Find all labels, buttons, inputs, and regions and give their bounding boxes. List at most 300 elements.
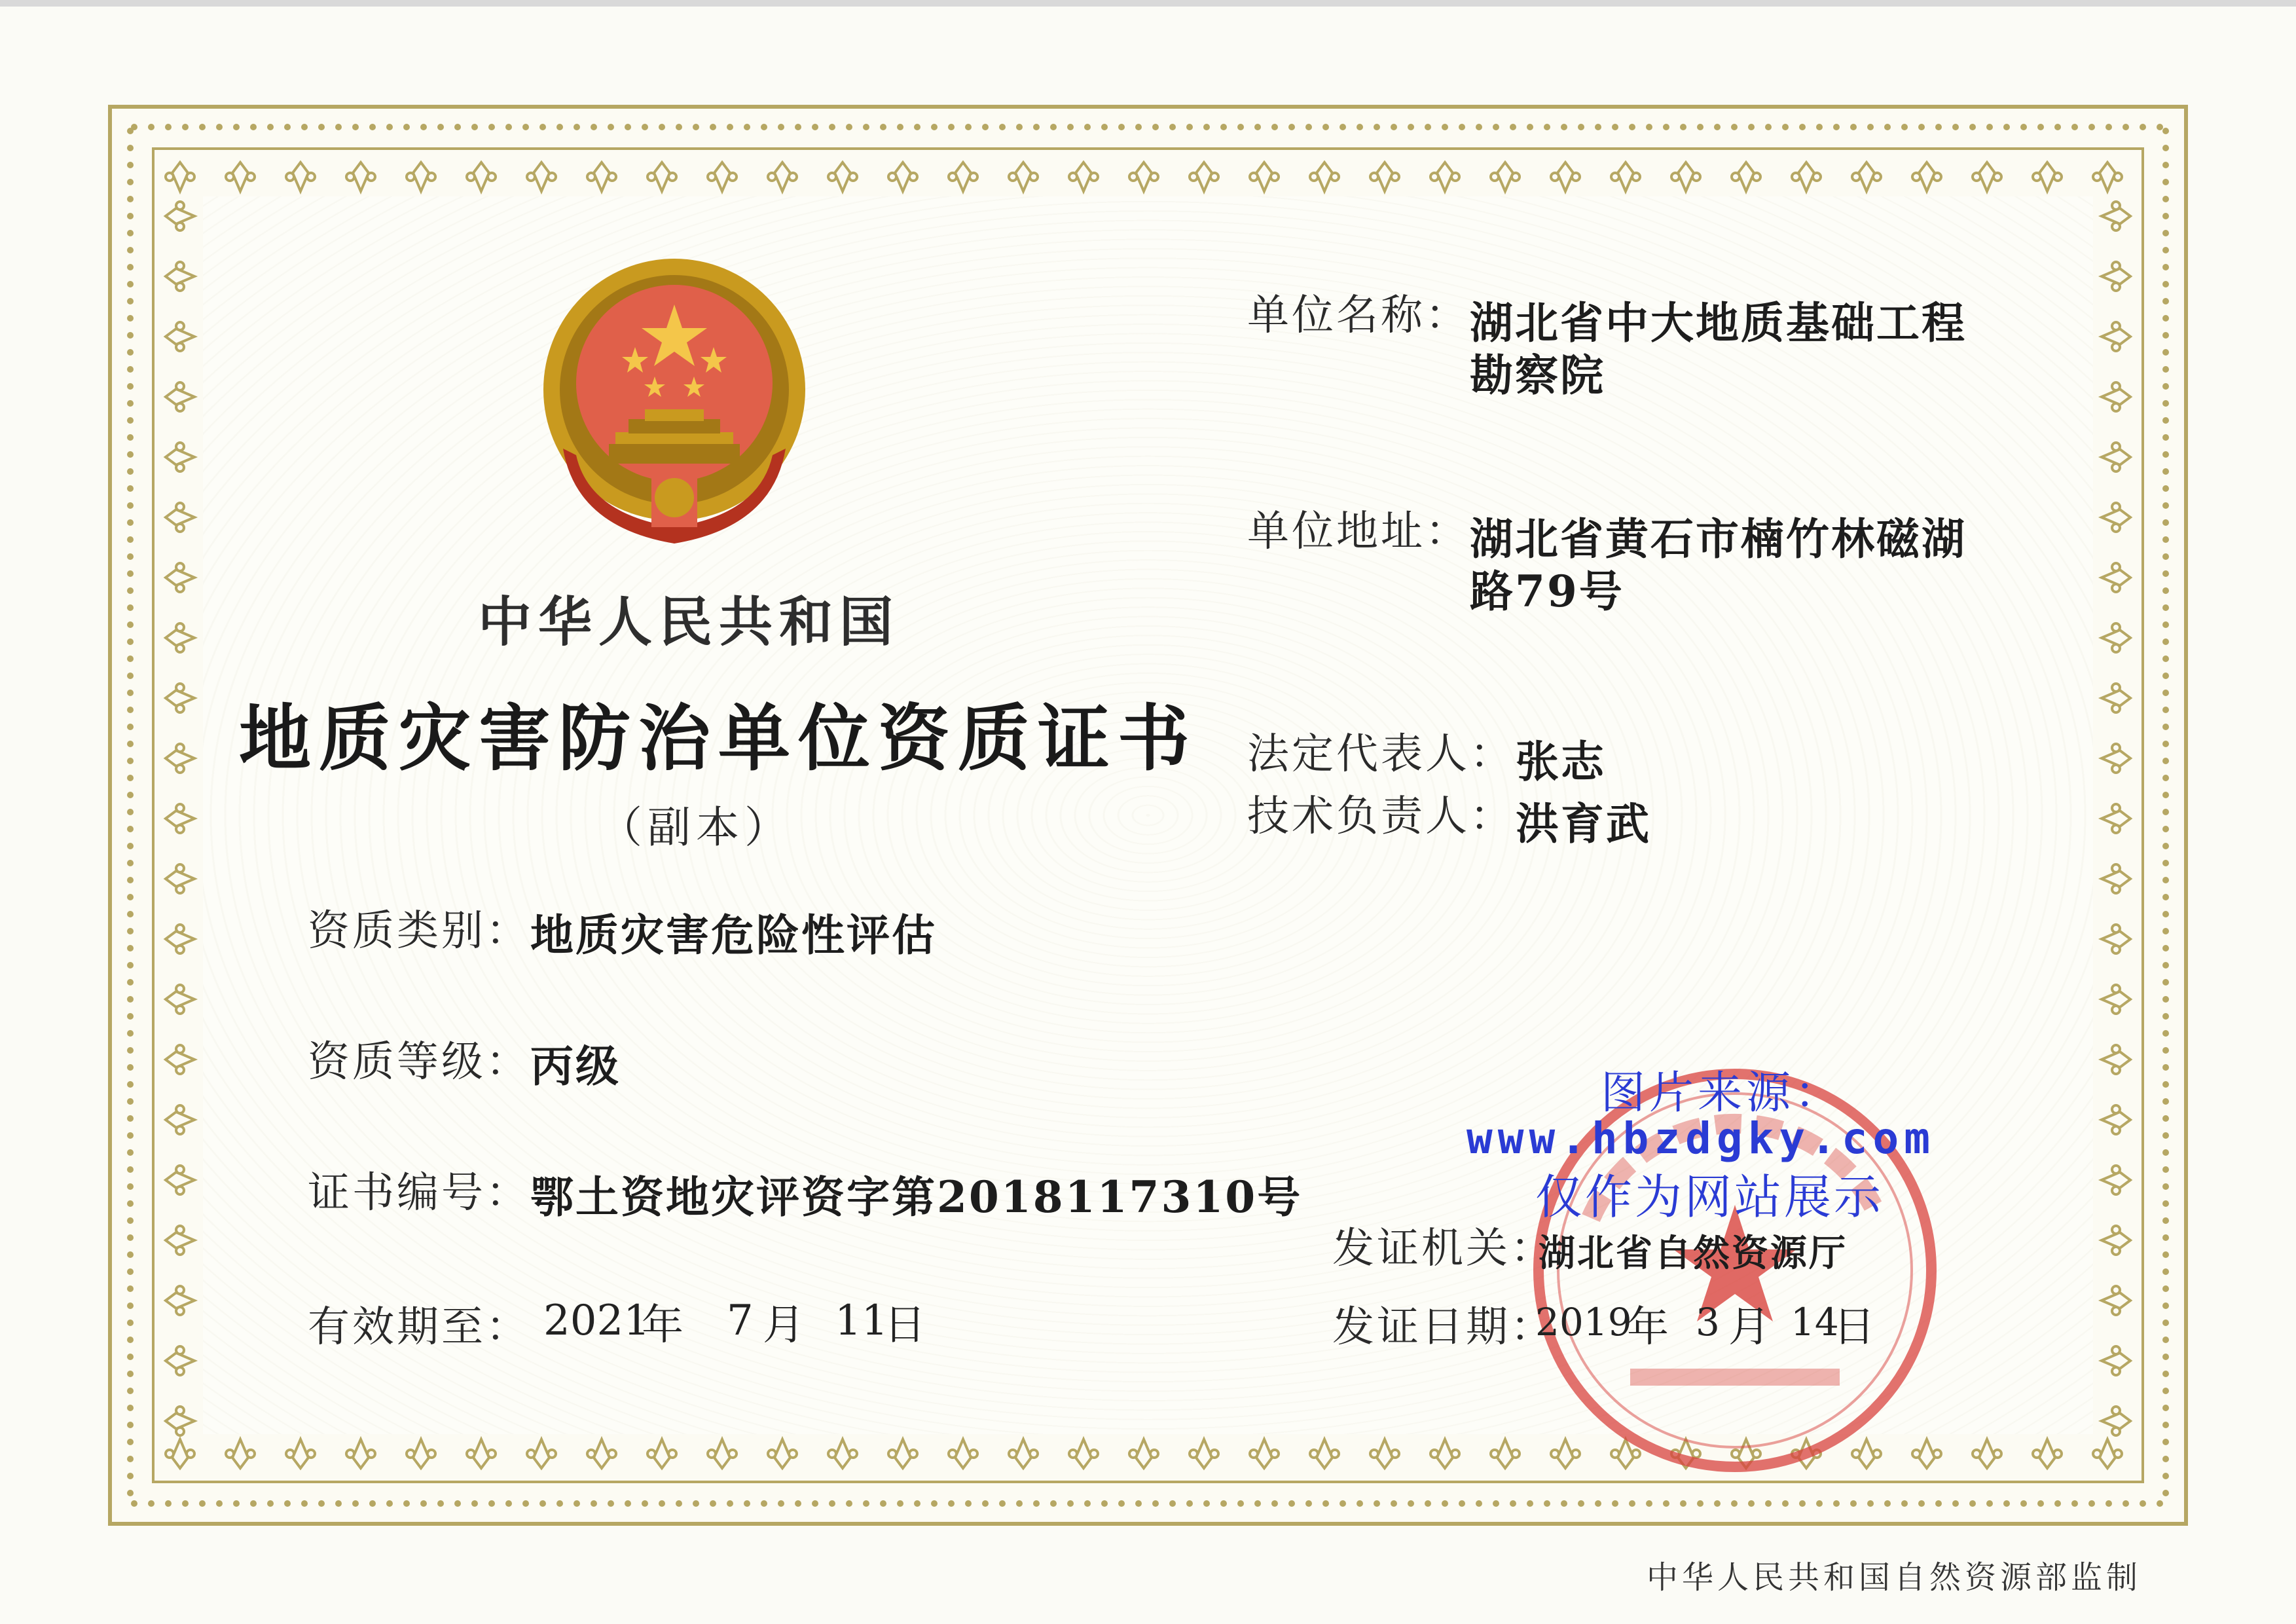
border-dot	[127, 587, 134, 594]
border-dot	[1391, 1500, 1397, 1507]
border-dot	[127, 1183, 134, 1190]
border-motif	[166, 985, 194, 1014]
border-motif	[708, 1439, 737, 1468]
border-dot	[369, 1500, 376, 1507]
border-dot	[1884, 1500, 1891, 1507]
border-dot	[148, 1500, 155, 1507]
border-motif	[166, 443, 194, 471]
border-dot	[1697, 124, 1704, 130]
border-motif	[2102, 443, 2130, 471]
border-dot	[2054, 124, 2061, 130]
border-dot	[591, 1500, 597, 1507]
issuing-authority-value: 湖北省自然资源厅	[1539, 1232, 1848, 1275]
issue-date-day: 14	[1791, 1300, 1839, 1344]
border-dot	[693, 124, 699, 130]
border-dot	[2162, 1405, 2169, 1411]
border-dot	[1969, 124, 1976, 130]
border-dot	[165, 124, 172, 130]
border-dot	[2162, 315, 2169, 322]
border-dot	[659, 1500, 665, 1507]
border-motif	[166, 382, 194, 411]
border-dot	[2162, 281, 2169, 287]
border-motif	[1310, 1439, 1339, 1468]
border-dot	[1986, 124, 1993, 130]
border-dot	[199, 124, 206, 130]
border-dot	[127, 1388, 134, 1394]
border-motif	[166, 563, 194, 592]
border-dot	[127, 485, 134, 492]
border-dot	[2162, 655, 2169, 662]
border-dot	[127, 604, 134, 611]
border-dot	[2162, 587, 2169, 594]
border-dot	[127, 1490, 134, 1496]
border-dot	[812, 1500, 818, 1507]
border-motif	[1430, 1439, 1459, 1468]
border-dot	[1782, 1500, 1789, 1507]
border-dot	[965, 124, 972, 130]
border-dot	[454, 124, 461, 130]
border-dot	[1084, 124, 1091, 130]
watermark-display-note: 仅作为网站展示	[1535, 1170, 1884, 1225]
border-motif	[2102, 563, 2130, 592]
border-dot	[1714, 124, 1721, 130]
border-motif	[888, 1439, 917, 1468]
border-dot	[1288, 124, 1295, 130]
qualification-type-label: 资质类别：	[308, 907, 530, 955]
border-motif	[949, 162, 977, 191]
border-dot	[233, 1500, 240, 1507]
border-motif	[407, 162, 435, 191]
issue-date-month: 3	[1696, 1300, 1720, 1344]
border-dot	[250, 1500, 257, 1507]
border-motif	[166, 1226, 194, 1255]
border-dot	[127, 673, 134, 679]
border-dot	[897, 124, 903, 130]
border-dot	[199, 1500, 206, 1507]
border-dot	[127, 502, 134, 509]
border-dot	[1322, 1500, 1329, 1507]
border-dot	[1731, 124, 1738, 130]
border-dot	[795, 1500, 801, 1507]
border-dot	[127, 945, 134, 951]
border-dot	[127, 758, 134, 764]
border-dot	[2037, 1500, 2044, 1507]
border-dot	[2162, 145, 2169, 151]
unit-name-label: 单位名称：	[1247, 291, 1470, 340]
border-dot	[1867, 124, 1874, 130]
border-motif	[1671, 162, 1700, 191]
border-dot	[1799, 124, 1806, 130]
issue-date-label: 发证日期：	[1332, 1303, 1555, 1352]
border-motif	[1852, 162, 1881, 191]
border-dot	[2162, 451, 2169, 458]
border-dot	[127, 928, 134, 934]
border-dot	[127, 298, 134, 304]
border-dot	[1203, 124, 1210, 130]
border-dot	[318, 124, 325, 130]
border-dot	[1493, 124, 1499, 130]
border-motif	[1250, 1439, 1279, 1468]
border-dot	[2071, 124, 2078, 130]
border-motif	[166, 202, 194, 231]
border-motif	[2093, 162, 2122, 191]
border-motif	[467, 1439, 496, 1468]
border-dot	[2162, 434, 2169, 441]
border-dot	[1697, 1500, 1704, 1507]
border-dot	[127, 1149, 134, 1156]
border-dot	[267, 1500, 274, 1507]
border-dot	[2162, 673, 2169, 679]
border-motif	[2102, 684, 2130, 712]
border-dot	[127, 979, 134, 986]
border-dot	[693, 1500, 699, 1507]
border-motif	[587, 1439, 616, 1468]
border-dot	[127, 843, 134, 849]
border-dot	[2162, 1115, 2169, 1122]
border-dot	[727, 1500, 733, 1507]
border-dot	[2162, 604, 2169, 611]
border-dot	[127, 724, 134, 730]
border-dot	[1850, 124, 1857, 130]
border-dot	[2162, 1132, 2169, 1139]
border-motif	[166, 1407, 194, 1435]
border-dot	[1952, 1500, 1959, 1507]
border-dot	[2162, 1183, 2169, 1190]
border-dot	[1493, 1500, 1499, 1507]
border-dot	[127, 792, 134, 798]
border-dot	[127, 570, 134, 577]
border-dot	[2140, 124, 2146, 130]
border-motif	[2102, 925, 2130, 953]
border-motif	[1973, 162, 2001, 191]
border-motif	[467, 162, 496, 191]
border-dot	[625, 124, 631, 130]
border-dot	[2162, 332, 2169, 339]
border-dot	[471, 124, 478, 130]
border-dot	[880, 124, 886, 130]
border-dot	[761, 124, 767, 130]
border-dot	[2162, 1354, 2169, 1360]
border-dot	[2162, 1251, 2169, 1258]
border-motif	[286, 1439, 315, 1468]
border-dot	[2162, 400, 2169, 407]
border-dot	[2088, 1500, 2095, 1507]
border-motif	[166, 162, 194, 191]
border-dot	[2162, 1285, 2169, 1292]
border-dot	[2162, 1149, 2169, 1156]
border-dot	[2162, 1337, 2169, 1343]
border-motif	[1009, 162, 1038, 191]
border-dot	[1629, 124, 1635, 130]
border-motif	[286, 162, 315, 191]
border-dot	[1612, 124, 1618, 130]
border-dot	[2088, 124, 2095, 130]
border-dot	[2162, 843, 2169, 849]
border-dot	[829, 124, 835, 130]
border-motif	[1009, 1439, 1038, 1468]
border-dot	[1901, 1500, 1908, 1507]
border-dot	[2162, 502, 2169, 509]
issue-date-month-unit: 月	[1728, 1303, 1770, 1352]
border-motif	[1491, 1439, 1520, 1468]
border-dot	[1374, 1500, 1380, 1507]
border-dot	[127, 553, 134, 560]
border-dot	[1374, 124, 1380, 130]
border-dot	[2157, 124, 2163, 130]
border-dot	[127, 962, 134, 969]
border-dot	[403, 1500, 410, 1507]
border-dot	[608, 1500, 614, 1507]
border-dot	[1203, 1500, 1210, 1507]
border-dot	[335, 1500, 342, 1507]
border-motif	[166, 262, 194, 291]
border-dot	[2162, 1302, 2169, 1309]
border-dot	[127, 1354, 134, 1360]
border-dot	[127, 1234, 134, 1241]
border-motif	[2102, 503, 2130, 532]
validity-month-unit: 月	[763, 1301, 805, 1350]
border-dot	[948, 1500, 955, 1507]
border-dot	[2162, 1234, 2169, 1241]
border-dot	[1305, 1500, 1312, 1507]
border-dot	[1595, 1500, 1601, 1507]
border-dot	[982, 124, 989, 130]
border-dot	[1271, 1500, 1278, 1507]
border-dot	[2162, 468, 2169, 475]
border-motif	[2102, 804, 2130, 833]
border-dot	[127, 1115, 134, 1122]
technical-lead-value: 洪育武	[1516, 798, 1651, 849]
border-dot	[2105, 1500, 2112, 1507]
border-motif	[166, 1045, 194, 1074]
border-motif	[2102, 1346, 2130, 1375]
border-dot	[454, 1500, 461, 1507]
border-dot	[1101, 124, 1108, 130]
border-dot	[2162, 1166, 2169, 1173]
border-dot	[216, 1500, 223, 1507]
border-dot	[1050, 1500, 1057, 1507]
border-motif	[1129, 162, 1158, 191]
border-dot	[127, 230, 134, 236]
border-dot	[1510, 1500, 1516, 1507]
border-motif	[166, 804, 194, 833]
border-dot	[127, 707, 134, 713]
border-dot	[2162, 536, 2169, 543]
border-dot	[1408, 1500, 1414, 1507]
border-dot	[846, 124, 852, 130]
border-dot	[591, 124, 597, 130]
border-dot	[127, 417, 134, 424]
border-motif	[2102, 202, 2130, 231]
border-dot	[437, 124, 444, 130]
border-motif	[2102, 1166, 2130, 1194]
border-dot	[659, 124, 665, 130]
border-dot	[1169, 1500, 1176, 1507]
border-dot	[1357, 124, 1363, 130]
border-dot	[2162, 758, 2169, 764]
border-dot	[1425, 124, 1431, 130]
border-dot	[2162, 1422, 2169, 1428]
border-dot	[420, 1500, 427, 1507]
border-dot	[127, 1081, 134, 1088]
supervisor-footer: 中华人民共和国自然资源部监制	[1647, 1559, 2142, 1596]
unit-address-label: 单位地址：	[1247, 507, 1470, 556]
border-motif	[1551, 162, 1580, 191]
border-dot	[2162, 621, 2169, 628]
border-motif	[527, 162, 556, 191]
border-dot	[2162, 1081, 2169, 1088]
border-dot	[1833, 124, 1840, 130]
border-dot	[2105, 124, 2112, 130]
border-dot	[948, 124, 955, 130]
border-dot	[2162, 707, 2169, 713]
border-dot	[931, 124, 938, 130]
border-dot	[1816, 1500, 1823, 1507]
border-dot	[369, 124, 376, 130]
border-dot	[2037, 124, 2044, 130]
border-dot	[1748, 1500, 1755, 1507]
border-dot	[437, 1500, 444, 1507]
border-motif	[2102, 1045, 2130, 1074]
border-dot	[1544, 1500, 1550, 1507]
border-dot	[556, 1500, 563, 1507]
border-dot	[676, 1500, 682, 1507]
border-motif	[949, 1439, 977, 1468]
border-motif	[708, 162, 737, 191]
border-motif	[2102, 864, 2130, 893]
watermark-url: www.hbzdgky.com	[1467, 1113, 1936, 1164]
border-dot	[1118, 1500, 1125, 1507]
border-dot	[1663, 124, 1669, 130]
border-dot	[127, 1013, 134, 1020]
border-dot	[1578, 1500, 1584, 1507]
border-motif	[166, 1346, 194, 1375]
border-dot	[127, 1422, 134, 1428]
border-dot	[1033, 124, 1040, 130]
border-dot	[267, 124, 274, 130]
border-dot	[1833, 1500, 1840, 1507]
border-dot	[386, 124, 393, 130]
border-dot	[1595, 124, 1601, 130]
border-motif	[2102, 262, 2130, 291]
border-dot	[676, 124, 682, 130]
border-dot	[2162, 945, 2169, 951]
border-dot	[127, 1098, 134, 1105]
border-motif	[1310, 162, 1339, 191]
certificate-number-label: 证书编号：	[308, 1169, 530, 1217]
border-dot	[1016, 124, 1023, 130]
border-dot	[744, 124, 750, 130]
border-motif	[768, 162, 797, 191]
border-motif	[2102, 1286, 2130, 1315]
border-dot	[127, 1166, 134, 1173]
border-dot	[127, 366, 134, 373]
border-dot	[1561, 124, 1567, 130]
border-dot	[352, 124, 359, 130]
border-dot	[2162, 298, 2169, 304]
border-dot	[2162, 213, 2169, 219]
border-dot	[556, 124, 563, 130]
border-dot	[2162, 1200, 2169, 1207]
border-dot	[2162, 383, 2169, 390]
certificate-number-value: 鄂土资地灾评资字第2018117310号	[530, 1172, 1303, 1223]
border-dot	[127, 213, 134, 219]
border-dot	[539, 124, 546, 130]
border-motif	[166, 503, 194, 532]
border-dot	[1816, 124, 1823, 130]
border-dot	[1220, 124, 1227, 130]
unit-name-value-line2: 勘察院	[1470, 350, 1605, 401]
border-dot	[795, 124, 801, 130]
border-dot	[1476, 1500, 1482, 1507]
qualification-type-value: 地质灾害危险性评估	[530, 910, 937, 961]
border-dot	[471, 1500, 478, 1507]
border-motif	[2033, 162, 2062, 191]
issue-date-day-unit: 日	[1833, 1303, 1875, 1352]
border-motif	[2102, 623, 2130, 652]
border-dot	[982, 1500, 989, 1507]
border-dot	[2162, 1064, 2169, 1071]
border-dot	[127, 1268, 134, 1275]
border-dot	[335, 124, 342, 130]
border-dot	[127, 911, 134, 917]
national-emblem-icon	[537, 252, 812, 560]
border-motif	[1370, 162, 1399, 191]
border-dot	[127, 621, 134, 628]
border-motif	[1190, 1439, 1218, 1468]
border-dot	[1850, 1500, 1857, 1507]
border-dot	[846, 1500, 852, 1507]
border-dot	[1408, 124, 1414, 130]
border-dot	[1357, 1500, 1363, 1507]
border-dot	[1680, 1500, 1686, 1507]
border-dot	[216, 124, 223, 130]
border-dot	[1459, 1500, 1465, 1507]
border-dot	[2162, 996, 2169, 1003]
copy-mark: （副本）	[599, 802, 793, 853]
border-dot	[1016, 1500, 1023, 1507]
border-dot	[897, 1500, 903, 1507]
border-dot	[1101, 1500, 1108, 1507]
border-dot	[2162, 1456, 2169, 1462]
border-dot	[2162, 1098, 2169, 1105]
border-motif	[1430, 162, 1459, 191]
border-dot	[488, 124, 495, 130]
border-motif	[828, 162, 857, 191]
border-dot	[1442, 124, 1448, 130]
border-dot	[1765, 124, 1772, 130]
border-dot	[488, 1500, 495, 1507]
border-dot	[127, 877, 134, 883]
border-dot	[1782, 124, 1789, 130]
border-dot	[127, 1132, 134, 1139]
border-dot	[127, 145, 134, 151]
border-dot	[2162, 1473, 2169, 1479]
border-dot	[2020, 1500, 2027, 1507]
border-dot	[1748, 124, 1755, 130]
border-dot	[127, 434, 134, 441]
border-dot	[127, 860, 134, 866]
border-motif	[1792, 162, 1821, 191]
validity-month: 7	[727, 1297, 754, 1345]
border-dot	[539, 1500, 546, 1507]
border-dot	[1186, 124, 1193, 130]
border-dot	[284, 1500, 291, 1507]
issue-date-year-unit: 年	[1627, 1303, 1669, 1352]
border-dot	[1118, 124, 1125, 130]
border-dot	[727, 124, 733, 130]
border-dot	[250, 124, 257, 130]
